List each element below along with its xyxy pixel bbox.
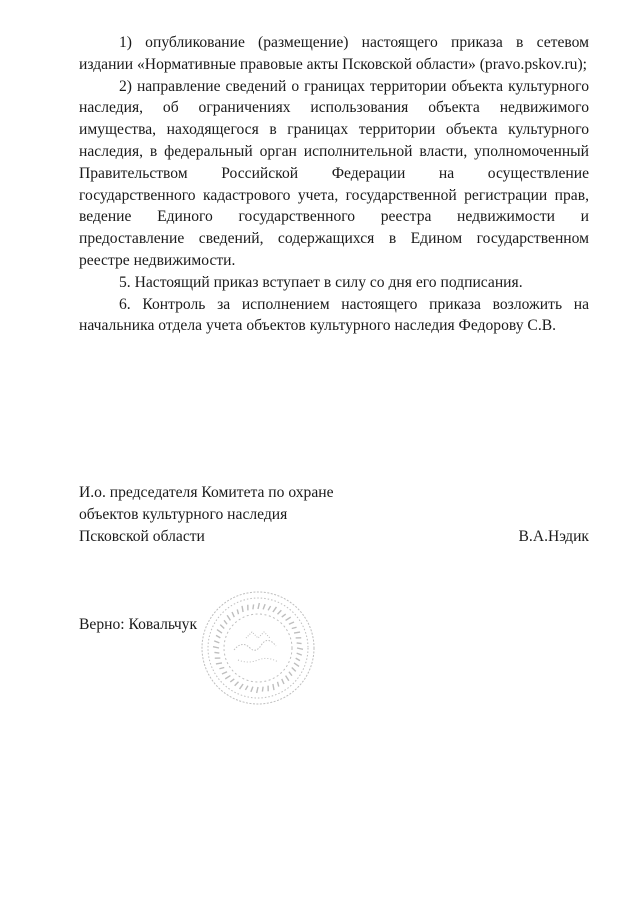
paragraph-publication: 1) опубликование (размещение) настоящего приказа в сетевом издании «Нормативные правовые акты Псковской области» (pravo.pskov.ru);	[79, 34, 589, 73]
seal-ring-glyph	[273, 684, 274, 690]
seal-ring-glyph	[245, 686, 248, 690]
signer-name: В.А.Нэдик	[518, 527, 589, 545]
seal-ring-glyph	[297, 653, 302, 655]
signer-position-line-3: Псковской области	[79, 527, 205, 545]
seal-ring-glyph	[230, 679, 234, 682]
seal-ring-glyph	[289, 672, 292, 676]
seal-ring-glyph	[232, 612, 234, 617]
seal-ring-glyph	[216, 635, 220, 638]
paragraph-entry-into-force: 5. Настоящий приказ вступает в силу со дня его подписания.	[119, 273, 523, 291]
seal-ring-glyph	[258, 603, 259, 609]
certification-note: Верно: Ковальчук	[79, 616, 198, 633]
seal-ring-glyph	[268, 606, 271, 610]
seal-ring-glyph	[296, 658, 300, 661]
seal-ring-glyph	[235, 682, 239, 686]
signer-position-line-1: И.о. председателя Комитета по охране	[79, 484, 334, 501]
seal-ring-glyph	[214, 641, 219, 643]
seal-ring-glyph	[273, 607, 277, 612]
seal-ring-glyph	[294, 663, 299, 667]
seal-ring-glyph	[213, 647, 219, 648]
seal-ring-glyph	[292, 627, 297, 628]
seal-ring-glyph	[253, 604, 254, 609]
signature-block	[79, 482, 589, 547]
seal-ring-glyph	[278, 682, 279, 687]
seal-ring-glyph	[242, 606, 243, 612]
seal-ring-glyph	[217, 630, 222, 634]
seal-ring-glyph	[297, 648, 303, 649]
document-body	[79, 32, 589, 337]
seal-ring-glyph	[286, 617, 291, 620]
paragraph-cadastral-notice: 2) направление сведений о границах территории объекта культурного наследия, об ограничениях использования объекта недвижимого имущества, находящегося в границах территории объекта культурного наследия, в федеральный орган исполнительной власти, уполномоченный Правительством Российской Федерации на осуществление государственного кадастрового учета, государственной регистрации прав, ведение Единого государственного реестра недвижимости и предоставление сведений, содержащихся в Едином государственном реестре недвижимости.	[79, 77, 589, 269]
seal-ring-glyph	[214, 652, 219, 653]
seal-ring-glyph	[220, 625, 224, 629]
signer-position-line-2: объектов культурного наследия	[79, 505, 288, 523]
paragraph-control: 6. Контроль за исполнением настоящего приказа возложить на начальника отдела учета объектов культурного наследия Федорову С.В.	[79, 295, 589, 335]
seal-ring-glyph	[297, 643, 302, 644]
seal-ring-glyph	[225, 676, 230, 679]
seal-ring-glyph	[289, 622, 294, 624]
seal-ring-glyph	[282, 614, 286, 617]
seal-ring-glyph	[251, 687, 253, 692]
seal-ring-glyph	[237, 609, 238, 614]
seal-ring-glyph	[292, 668, 296, 672]
seal-ring-glyph	[282, 679, 284, 684]
seal-ring-glyph	[278, 610, 282, 614]
seal-ring-glyph	[294, 632, 300, 633]
seal-ring-glyph	[257, 687, 258, 693]
seal-ring-glyph	[262, 687, 263, 692]
seal-ring-glyph	[227, 615, 230, 620]
seal-ring-glyph	[222, 672, 227, 674]
seal-ring-glyph	[224, 620, 227, 624]
seal-ring-glyph	[219, 668, 224, 669]
seal-ring-glyph	[286, 676, 289, 681]
seal-ring-glyph	[240, 684, 244, 689]
seal-ring-glyph	[216, 663, 222, 664]
official-seal-stamp	[198, 588, 318, 708]
seal-ring-glyph	[263, 604, 265, 609]
